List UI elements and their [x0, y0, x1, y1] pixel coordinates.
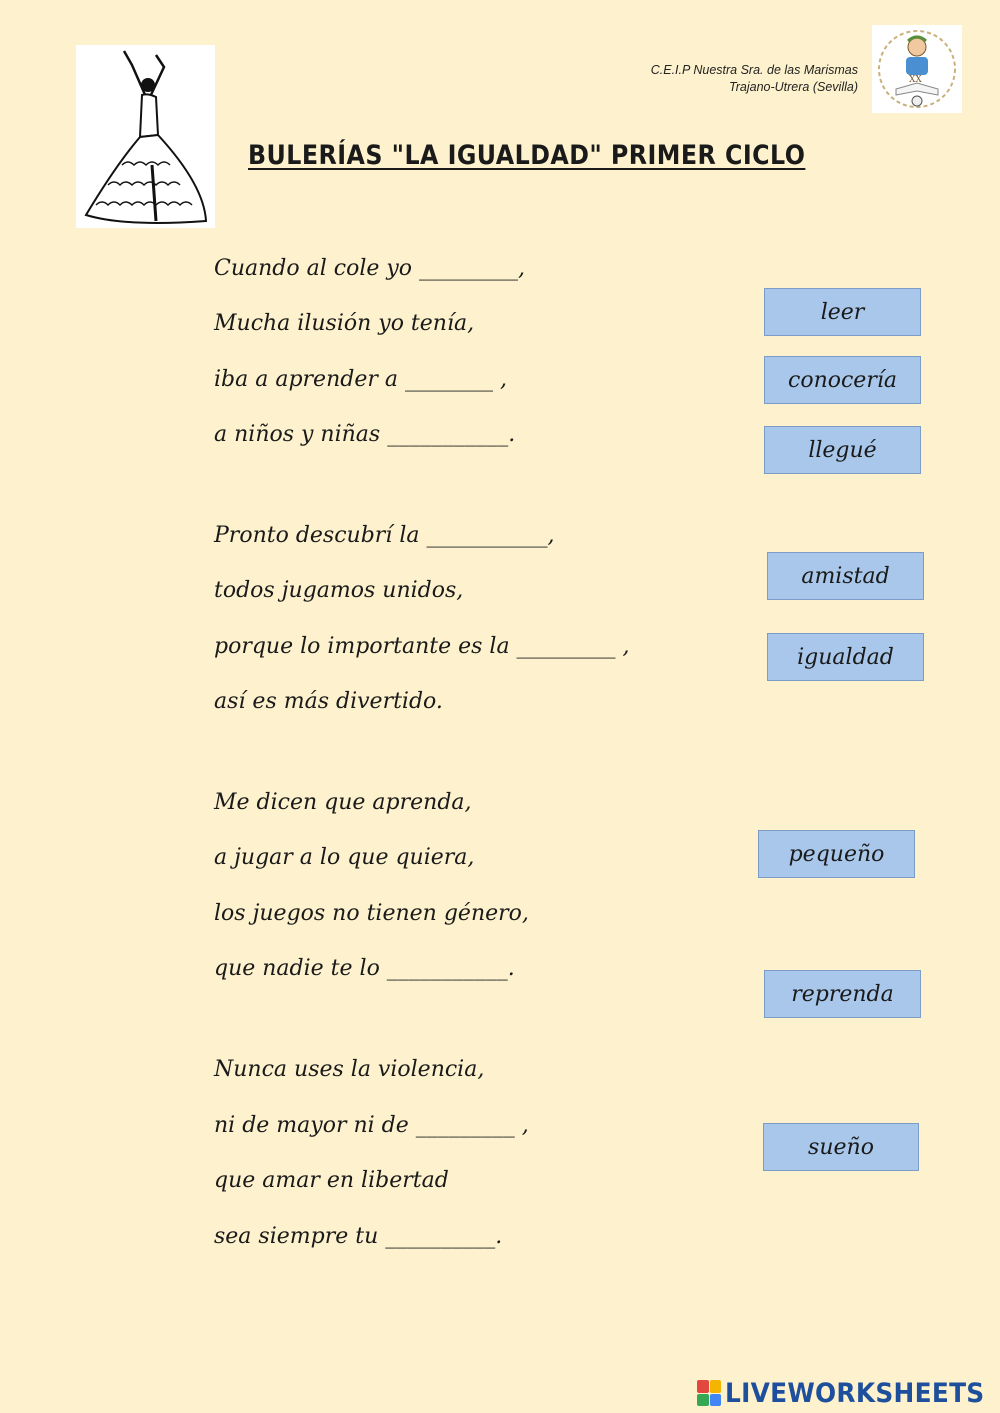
poem-line-14: ni de mayor ni de _________ ,: [214, 1113, 529, 1138]
poem-line-2: Mucha ilusión yo tenía,: [214, 311, 475, 336]
poem-line-3: iba a aprender a ________ ,: [214, 367, 507, 392]
flamenco-dancer-illustration: [76, 45, 215, 228]
poem-line-15: que amar en libertad: [214, 1168, 449, 1193]
poem-line-4: a niños y niñas ___________.: [214, 422, 516, 447]
school-line-1: C.E.I.P Nuestra Sra. de las Marismas: [650, 63, 858, 77]
word-box-igualdad[interactable]: igualdad: [767, 633, 924, 681]
poem-line-16: sea siempre tu __________.: [214, 1224, 503, 1249]
poem-line-5: Pronto descubrí la ___________,: [214, 523, 555, 548]
school-line-2: Trajano-Utrera (Sevilla): [729, 80, 858, 94]
brand-name: LIVEWORKSHEETS: [725, 1377, 985, 1409]
school-logo: [872, 25, 962, 113]
page-title: BULERÍAS "LA IGUALDAD" PRIMER CICLO: [248, 140, 806, 171]
word-box-amistad[interactable]: amistad: [767, 552, 924, 600]
liveworksheets-brand[interactable]: [697, 1378, 1000, 1408]
poem-line-6: todos jugamos unidos,: [214, 578, 464, 603]
poem-line-11: los juegos no tienen género,: [214, 901, 529, 926]
poem-line-10: a jugar a lo que quiera,: [214, 845, 475, 870]
word-box-reprenda[interactable]: reprenda: [764, 970, 921, 1018]
school-name: [558, 62, 858, 96]
liveworksheets-icon: [697, 1380, 721, 1406]
poem-line-7: porque lo importante es la _________ ,: [214, 634, 630, 659]
word-box-conoceria[interactable]: conocería: [764, 356, 921, 404]
logo-text: XX: [909, 75, 922, 85]
word-box-sueno[interactable]: sueño: [763, 1123, 919, 1171]
poem-line-13: Nunca uses la violencia,: [214, 1057, 485, 1082]
poem-line-8: así es más divertido.: [214, 689, 443, 714]
word-box-pequeno[interactable]: pequeño: [758, 830, 915, 878]
poem-line-9: Me dicen que aprenda,: [214, 790, 472, 815]
poem-line-12: que nadie te lo ___________.: [214, 956, 515, 981]
word-box-llegue[interactable]: llegué: [764, 426, 921, 474]
word-box-leer[interactable]: leer: [764, 288, 921, 336]
poem-line-1: Cuando al cole yo _________,: [214, 256, 526, 281]
